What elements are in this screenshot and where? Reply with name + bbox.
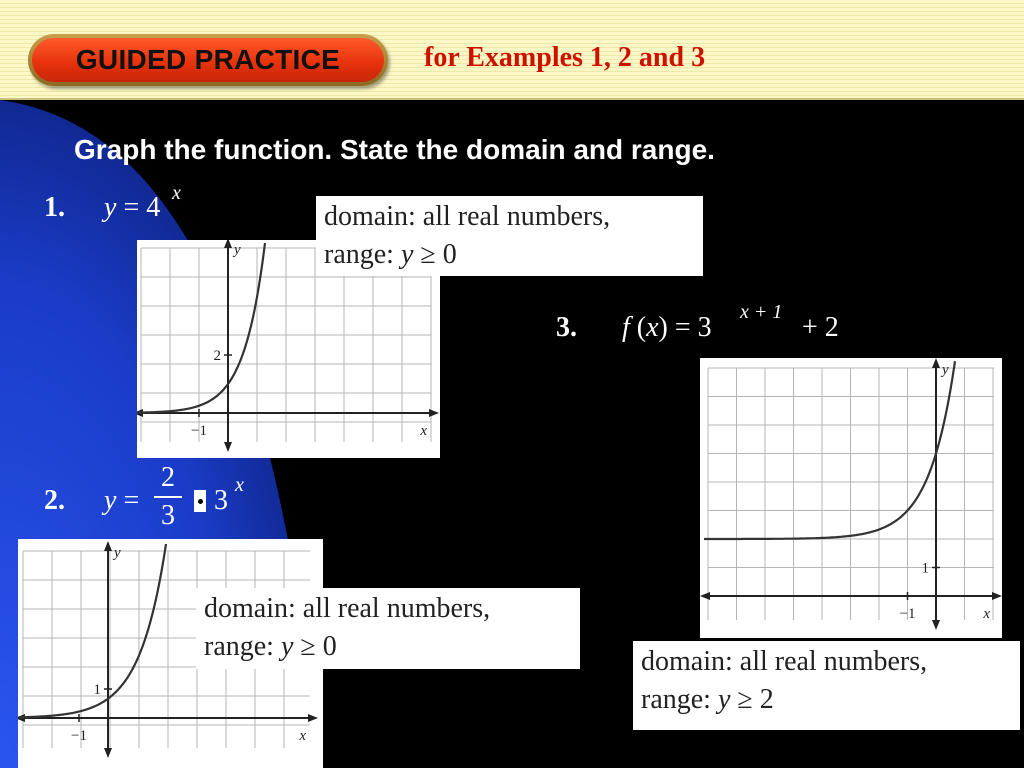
guided-practice-badge [28,34,388,86]
graph-3-svg [700,358,1002,638]
problem-1-equation: y = 4 [104,192,161,223]
y-axis-arrow-up [932,358,940,368]
y-axis-arrow-up [104,541,112,551]
y-tick-label: 1 [921,560,929,577]
problem-3-answer [633,641,1020,730]
badge-label: GUIDED PRACTICE [75,44,341,75]
domain-line: domain: all real numbers, [641,646,928,677]
problem-3-graph [700,358,1002,638]
problem-1-exponent: x [172,182,181,204]
problem-1-answer [316,196,703,276]
y-axis-arrow-down [104,748,112,758]
problem-3-exponent: x + 1 [740,301,783,323]
examples-subtitle: for Examples 1, 2 and 3 [424,42,706,73]
domain-line: domain: all real numbers, [204,593,491,624]
range-line: range: y ≥ 0 [324,239,457,270]
x-axis-label: x [420,423,427,439]
y-axis-arrow-down [932,620,940,630]
problem-2-number: 2. [44,485,65,516]
y-axis-arrow-down [224,442,232,452]
problem-1-number: 1. [44,192,65,223]
x-axis-arrow-right [308,714,318,722]
slide-header [0,0,1024,100]
x-tick-label: −1 [191,423,207,439]
instruction-text: Graph the function. State the domain and range. [74,134,715,165]
problem-3-constant: + 2 [802,312,839,343]
problem-2-base: 3 [214,485,228,516]
x-axis-arrow-right [429,409,439,417]
range-line: range: y ≥ 0 [204,631,337,662]
multiply-dot-icon [194,490,206,512]
y-tick-label: 1 [93,682,101,698]
x-tick-label: −1 [71,728,87,744]
y-axis-label: y [942,362,949,378]
domain-line: domain: all real numbers, [324,201,611,232]
fraction-bar [154,496,182,498]
x-axis-label: x [983,606,990,622]
function-curve [137,243,265,413]
function-curve [19,544,166,717]
fraction-numerator: 2 [161,462,175,493]
y-axis-label: y [114,545,121,561]
y-axis-label: y [234,242,241,258]
y-tick-label: 2 [213,348,221,364]
fraction-denominator: 3 [161,500,175,531]
problem-3-number: 3. [556,312,577,343]
range-line: range: y ≥ 2 [641,684,774,715]
function-curve [704,361,955,539]
problem-2-equation: y = [104,485,140,516]
x-axis-arrow-left [700,592,710,600]
problem-2-exponent: x [235,474,244,496]
x-axis-label: x [299,728,306,744]
y-axis-arrow-up [224,240,232,248]
x-axis-arrow-right [992,592,1002,600]
x-tick-label: −1 [899,606,916,622]
problem-2-answer [196,588,580,669]
problem-3-equation: f (x) = 3 [622,312,712,343]
